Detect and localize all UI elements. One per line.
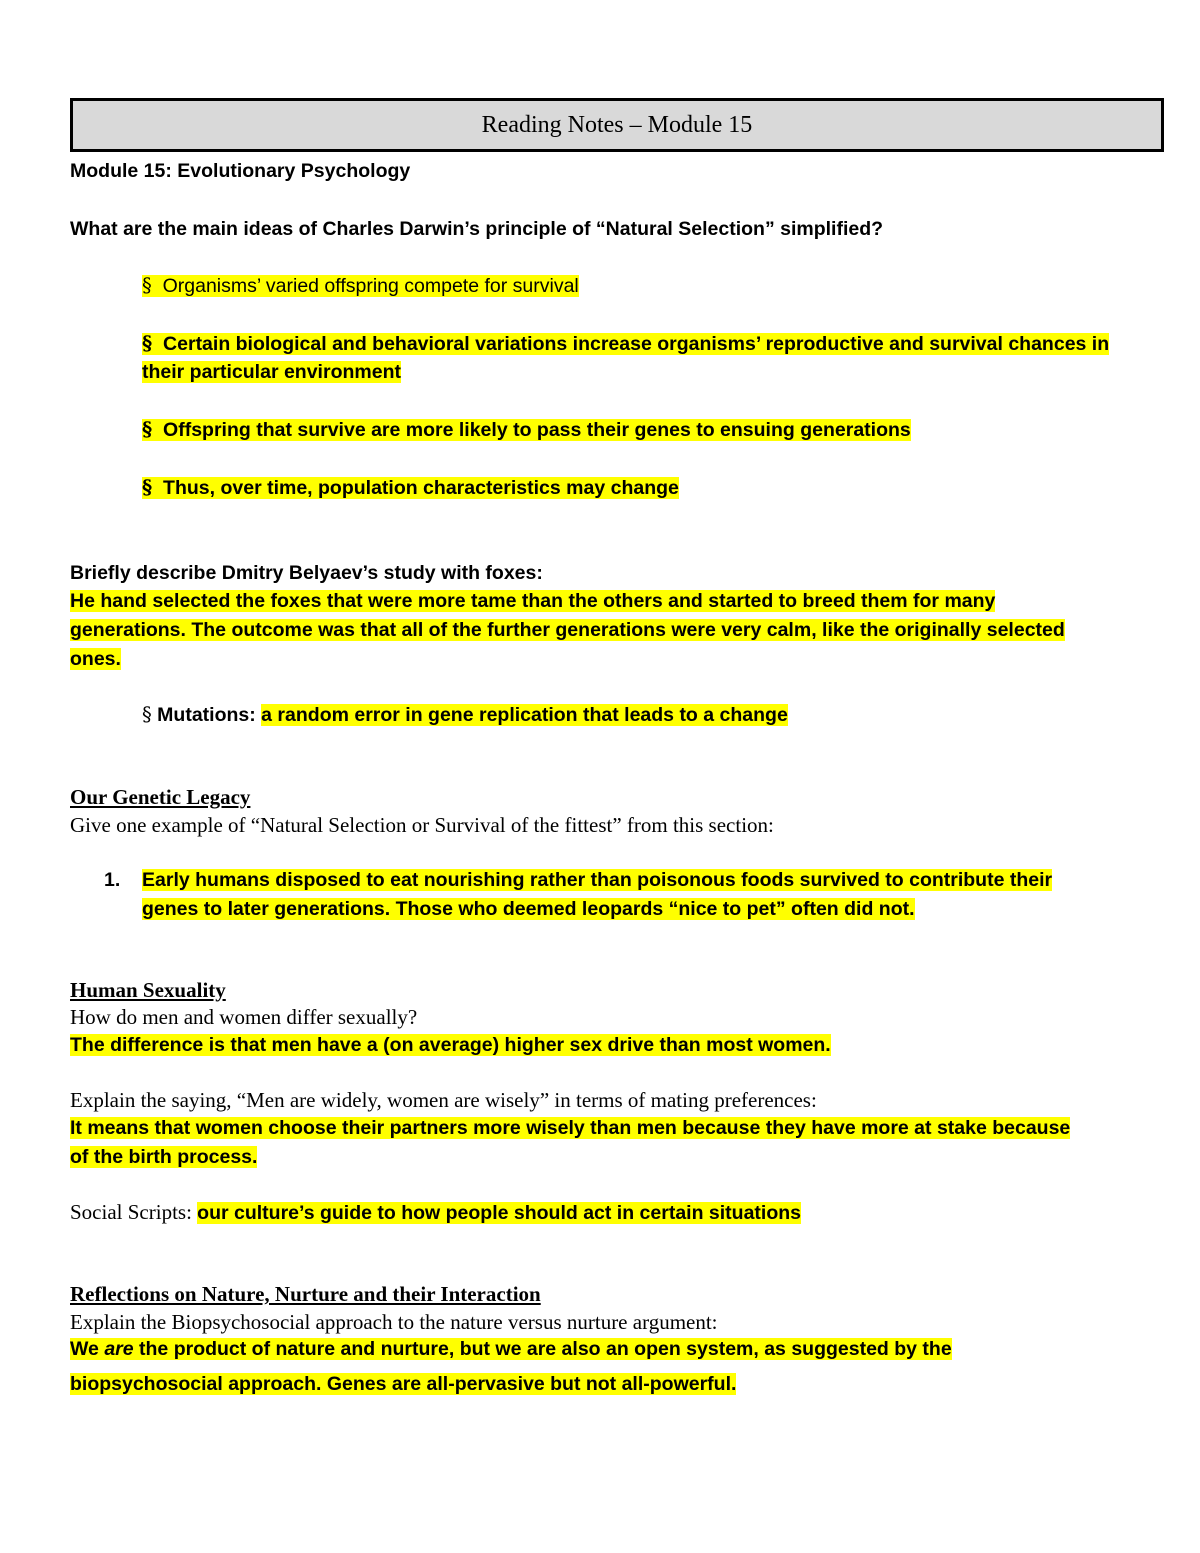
answer-belyaev-line-2: generations. The outcome was that all of the further generations were very calm, like the originally selected: [70, 619, 1065, 641]
answer-sexuality-1: The difference is that men have a (on average) higher sex drive than most women.: [70, 1034, 831, 1056]
answer-sexuality-2-line-1: It means that women choose their partners more wisely than men because they have more at stake because: [70, 1117, 1071, 1139]
social-scripts-label: Social Scripts:: [70, 1200, 198, 1224]
ns-point-4: § Thus, over time, population characteristics may change: [142, 476, 679, 499]
section-symbol: §: [142, 418, 153, 441]
ns-point-2: § Certain biological and behavioral variations increase organisms’ reproductive and survival chances in: [142, 332, 1110, 355]
answer-sexuality-2-line-2: of the birth process.: [70, 1146, 258, 1168]
title-box: [70, 98, 1164, 152]
document-title: Reading Notes – Module 15: [481, 111, 753, 138]
list-number-1: 1.: [104, 869, 121, 891]
section-symbol: §: [142, 274, 152, 297]
ns-point-2-cont: their particular environment: [142, 361, 401, 383]
section-symbol: §: [142, 703, 152, 726]
ns-point-1: § Organisms’ varied offspring compete for survival: [142, 274, 579, 297]
section-heading-genetic-legacy: Our Genetic Legacy: [70, 785, 251, 809]
section-heading-human-sexuality: Human Sexuality: [70, 978, 226, 1002]
question-belyaev: Briefly describe Dmitry Belyaev’s study with foxes:: [70, 562, 543, 584]
answer-genetic-line-2: genes to later generations. Those who deemed leopards “nice to pet” often did not.: [142, 898, 915, 920]
answer-belyaev-line-1: He hand selected the foxes that were more tame than the others and started to breed them for many: [70, 590, 996, 612]
question-reflections: Explain the Biopsychosocial approach to the nature versus nurture argument:: [70, 1310, 718, 1334]
question-natural-selection: What are the main ideas of Charles Darwin’s principle of “Natural Selection” simplified?: [70, 218, 884, 240]
answer-belyaev-line-3: ones.: [70, 648, 121, 670]
mutations-definition: a random error in gene replication that leads to a change: [261, 704, 788, 726]
module-heading: Module 15: Evolutionary Psychology: [70, 160, 411, 182]
mutations-label: Mutations:: [157, 704, 256, 726]
section-heading-reflections: Reflections on Nature, Nurture and their Interaction: [70, 1282, 541, 1306]
answer-genetic-line-1: Early humans disposed to eat nourishing rather than poisonous foods survived to contribute their: [142, 869, 1053, 891]
question-sexuality-2: Explain the saying, “Men are widely, women are wisely” in terms of mating preferences:: [70, 1088, 817, 1112]
answer-reflections-line-1: We are the product of nature and nurture, but we are also an open system, as suggested by the: [70, 1338, 952, 1360]
social-scripts-line: [70, 1198, 801, 1227]
question-sexuality-1: How do men and women differ sexually?: [70, 1005, 418, 1029]
social-scripts-definition: our culture’s guide to how people should act in certain situations: [197, 1202, 802, 1224]
section-symbol: §: [142, 476, 153, 499]
mutations-line: [142, 701, 788, 729]
question-genetic-legacy: Give one example of “Natural Selection or Survival of the fittest” from this section:: [70, 813, 774, 837]
answer-reflections-line-2: biopsychosocial approach. Genes are all-pervasive but not all-powerful.: [70, 1373, 737, 1395]
section-symbol: §: [142, 332, 153, 355]
ns-point-3: § Offspring that survive are more likely to pass their genes to ensuing generations: [142, 418, 911, 441]
